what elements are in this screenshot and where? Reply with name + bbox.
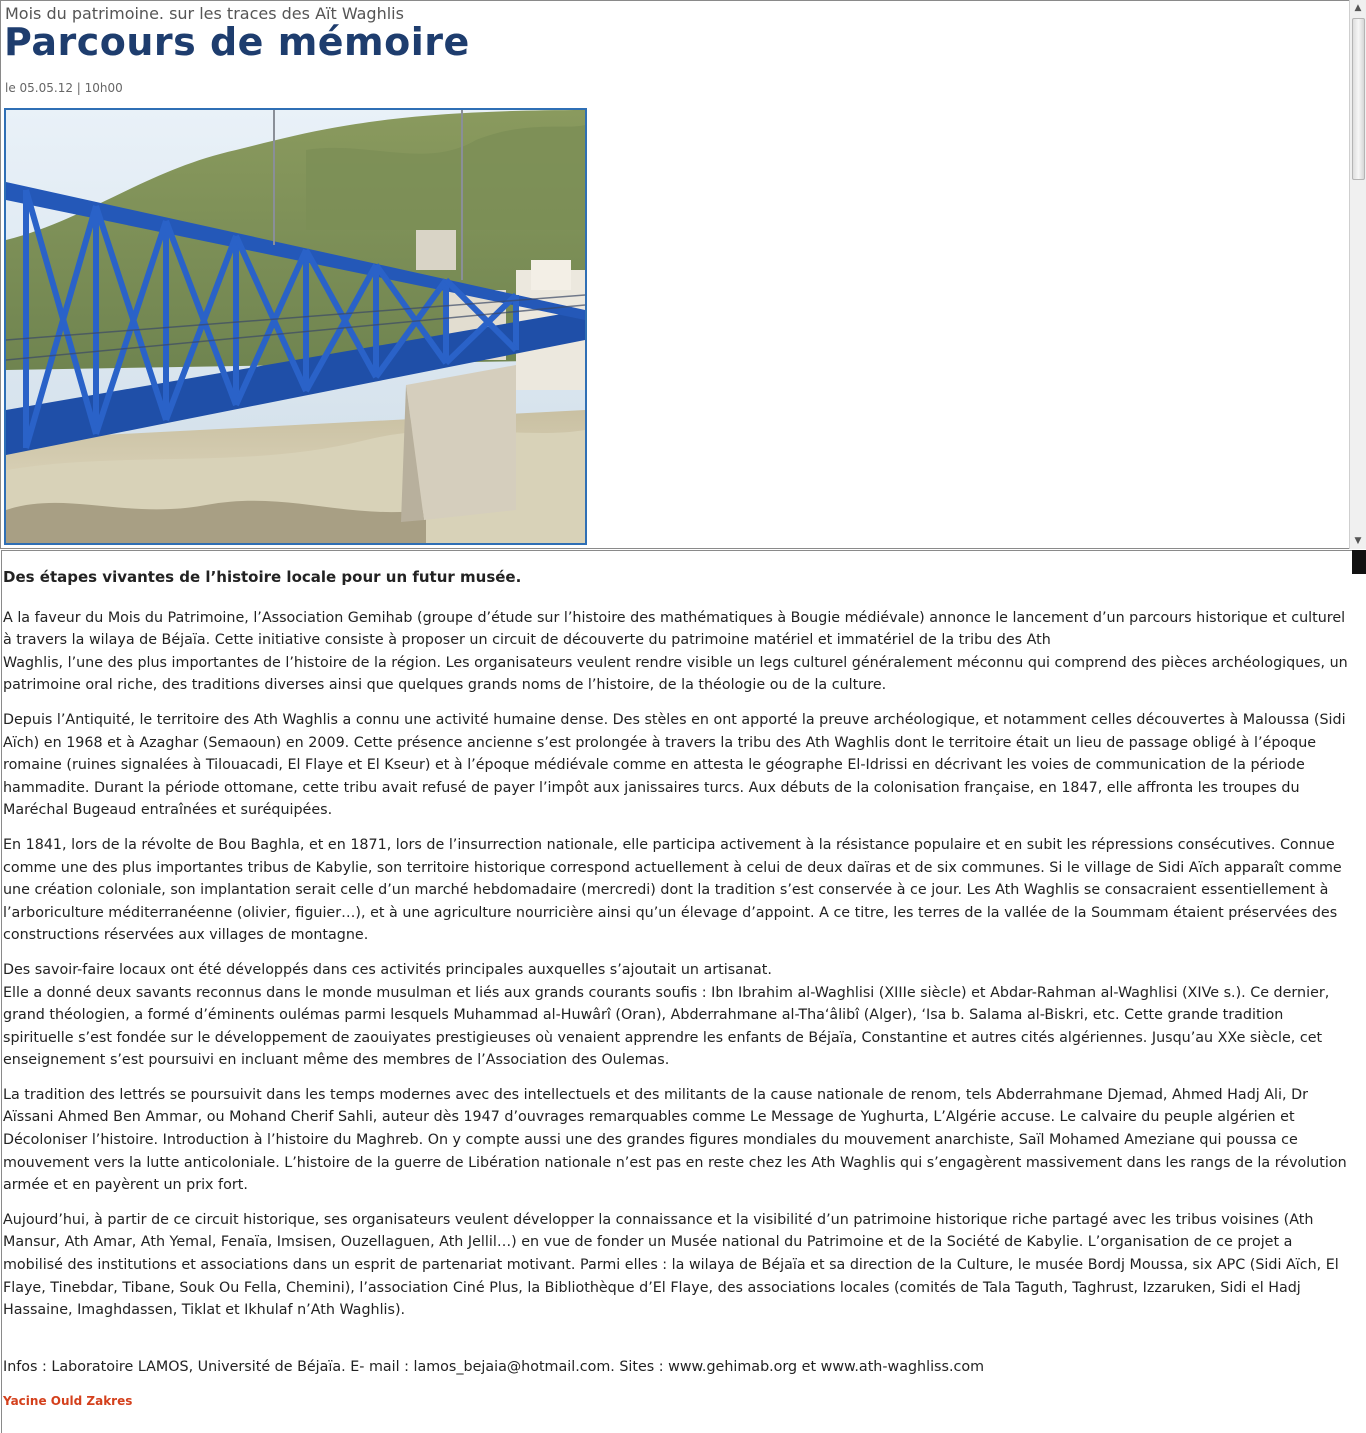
article-author[interactable]: Yacine Ould Zakres xyxy=(3,1394,133,1409)
frame-edge xyxy=(1352,550,1366,574)
article-chapeau: Des étapes vivantes de l’histoire locale pour un futur musée. xyxy=(3,568,522,586)
article-photo xyxy=(4,108,587,545)
article-paragraph: Des savoir-faire locaux ont été développés dans ces activités principales auxquelles s’ajoutait un artisanat. Elle a donné deux savants reconnus dans le monde musulman et liés aux grands courants soufis : Ibn Ibrahim al-Waghlisi (XIIIe siècle) et Abdar-Rahman al-Waghlisi (XIVe s.). Ce dernier, grand théologien, a formé d’éminents oulémas parmi lesquels Muhammad al-Huwârî (Oran), Abderrahmane al-Tha‘âlibî (Alger), ‘Isa b. Salama al-Biskri, etc. Cette grande tradition spirituelle s’est fondée sur le développement de zaouiyates prestigieuses où venaient apprendre les enfants de Béjaïa, Constantine et autres cités algériennes. Jusqu’au XXe siècle, cet enseignement s’est poursuivi en incluant même des membres de l’Association des Oulemas. xyxy=(3,961,1330,1069)
article-paragraph: En 1841, lors de la révolte de Bou Baghla, et en 1871, lors de l’insurrection nationale, elle participa activement à la résistance populaire et en subit les répressions consécutives. Connue comme une des plus importantes tribus de Kabylie, son territoire historique correspond actuellement à celui de deux daïras et de six communes. Si le village de Sidi Aïch apparaît comme une création coloniale, son implantation serait celle d’un marché hebdomadaire (mercredi) dont la tradition s’est conservée à ce jour. Les Ath Waghlis se consacraient essentiellement à l’arboriculture méditerranéenne (olivier, figuier…), et à une agriculture nourricière ainsi qu’un élevage d’appoint. A ce titre, les terres de la vallée de la Soummam étaient préservées des constructions réservées aux villages de montagne. xyxy=(3,836,1342,944)
article-paragraph: Aujourd’hui, à partir de ce circuit historique, ses organisateurs veulent développer la connaissance et la visibilité d’un patrimoine historique riche partagé avec les tribus voisines (Ath Mansur, Ath Amar, Ath Yemal, Fenaïa, Imsisen, Ouzellaguen, Ath Jellil…) en vue de fonder un Musée national du Patrimoine et de la Société de Kabylie. L’organisation de ce projet a mobilisé des institutions et associations dans un esprit de partenariat motivant. Parmi elles : la wilaya de Béjaïa et sa direction de la Culture, le musée Bordj Moussa, six APC (Sidi Aïch, El Flaye, Tinebdar, Tibane, Souk Ou Fella, Chemini), l’association Ciné Plus, la Bibliothèque d’El Flaye, des associations locales (comités de Tala Taguth, Taghrust, Izzaruken, Sidi el Hadj Hassaine, Imaghdassen, Tiklat et Ikhulaf n’Ath Waghlis). xyxy=(3,1211,1339,1319)
vertical-scrollbar[interactable] xyxy=(1349,0,1366,549)
article-overtitle: Mois du patrimoine. sur les traces des Aït Waghlis xyxy=(5,4,404,23)
header-frame xyxy=(0,0,1350,549)
article-body xyxy=(3,566,1349,1425)
article-dateline: le 05.05.12 | 10h00 xyxy=(5,81,123,95)
arrow-up-icon[interactable]: ▲ xyxy=(1354,3,1362,13)
arrow-down-icon[interactable]: ▼ xyxy=(1354,536,1362,546)
article-paragraph: La tradition des lettrés se poursuivit dans les temps modernes avec des intellectuels et des militants de la cause nationale de renom, tels Abderrahmane Djemad, Ahmed Hadj Ali, Dr Aïssani Ahmed Ben Ammar, ou Mohand Cherif Sahli, auteur dès 1947 d’ouvrages remarquables comme Le Message de Yughurta, L’Algérie accuse. Le calvaire du peuple algérien et Décoloniser l’histoire. Introduction à l’histoire du Maghreb. On y compte aussi une des grandes figures mondiales du mouvement anarchiste, Saïl Mohamed Ameziane qui poussa ce mouvement vers la lutte anticoloniale. L’histoire de la guerre de Libération nationale n’est pas en reste chez les Ath Waghlis qui s’engagèrent massivement dans les rangs de la révolution armée et en payèrent un prix fort. xyxy=(3,1086,1347,1194)
scrollbar-thumb[interactable] xyxy=(1352,18,1365,180)
article-paragraph: Depuis l’Antiquité, le territoire des Ath Waghlis a connu une activité humaine dense. Des stèles en ont apporté la preuve archéologique, et notamment celles découvertes à Maloussa (Sidi Aïch) en 1968 et à Azaghar (Semaoun) en 2009. Cette présence ancienne s’est prolongée à travers la tribu des Ath Waghlis dont le territoire était un lieu de passage obligé à l’époque romaine (ruines signalées à Tilouacadi, El Flaye et El Kseur) et à l’époque médiévale comme en attesta le géographe El-Idrissi en décrivant les voies de communication de la période hammadite. Durant la période ottomane, cette tribu avait refusé de payer l’impôt aux janissaires turcs. Aux débuts de la colonisation française, en 1847, elle affronta les troupes du Maréchal Bugeaud entraînées et suréquipées. xyxy=(3,711,1346,819)
article-infos: Infos : Laboratoire LAMOS, Université de Béjaïa. E- mail : lamos_bejaia@hotmail.com. Sites : www.gehimab.org et www.ath-waghliss.com xyxy=(3,1358,985,1375)
article-title: Parcours de mémoire xyxy=(4,20,470,64)
article-paragraph: A la faveur du Mois du Patrimoine, l’Association Gemihab (groupe d’étude sur l’histoire des mathématiques à Bougie médiévale) annonce le lancement d’un parcours historique et culturel à travers la wilaya de Béjaïa. Cette initiative consiste à proposer un circuit de découverte du patrimoine matériel et immatériel de la tribu des Ath Waghlis, l’une des plus importantes de l’histoire de la région. Les organisateurs veulent rendre visible un legs culturel généralement méconnu qui comprend des pièces archéologiques, un patrimoine oral riche, des traditions diverses ainsi que quelques grands noms de l’histoire, de la théologie ou de la culture. xyxy=(3,609,1348,694)
bridge-photo-illustration xyxy=(6,110,585,543)
